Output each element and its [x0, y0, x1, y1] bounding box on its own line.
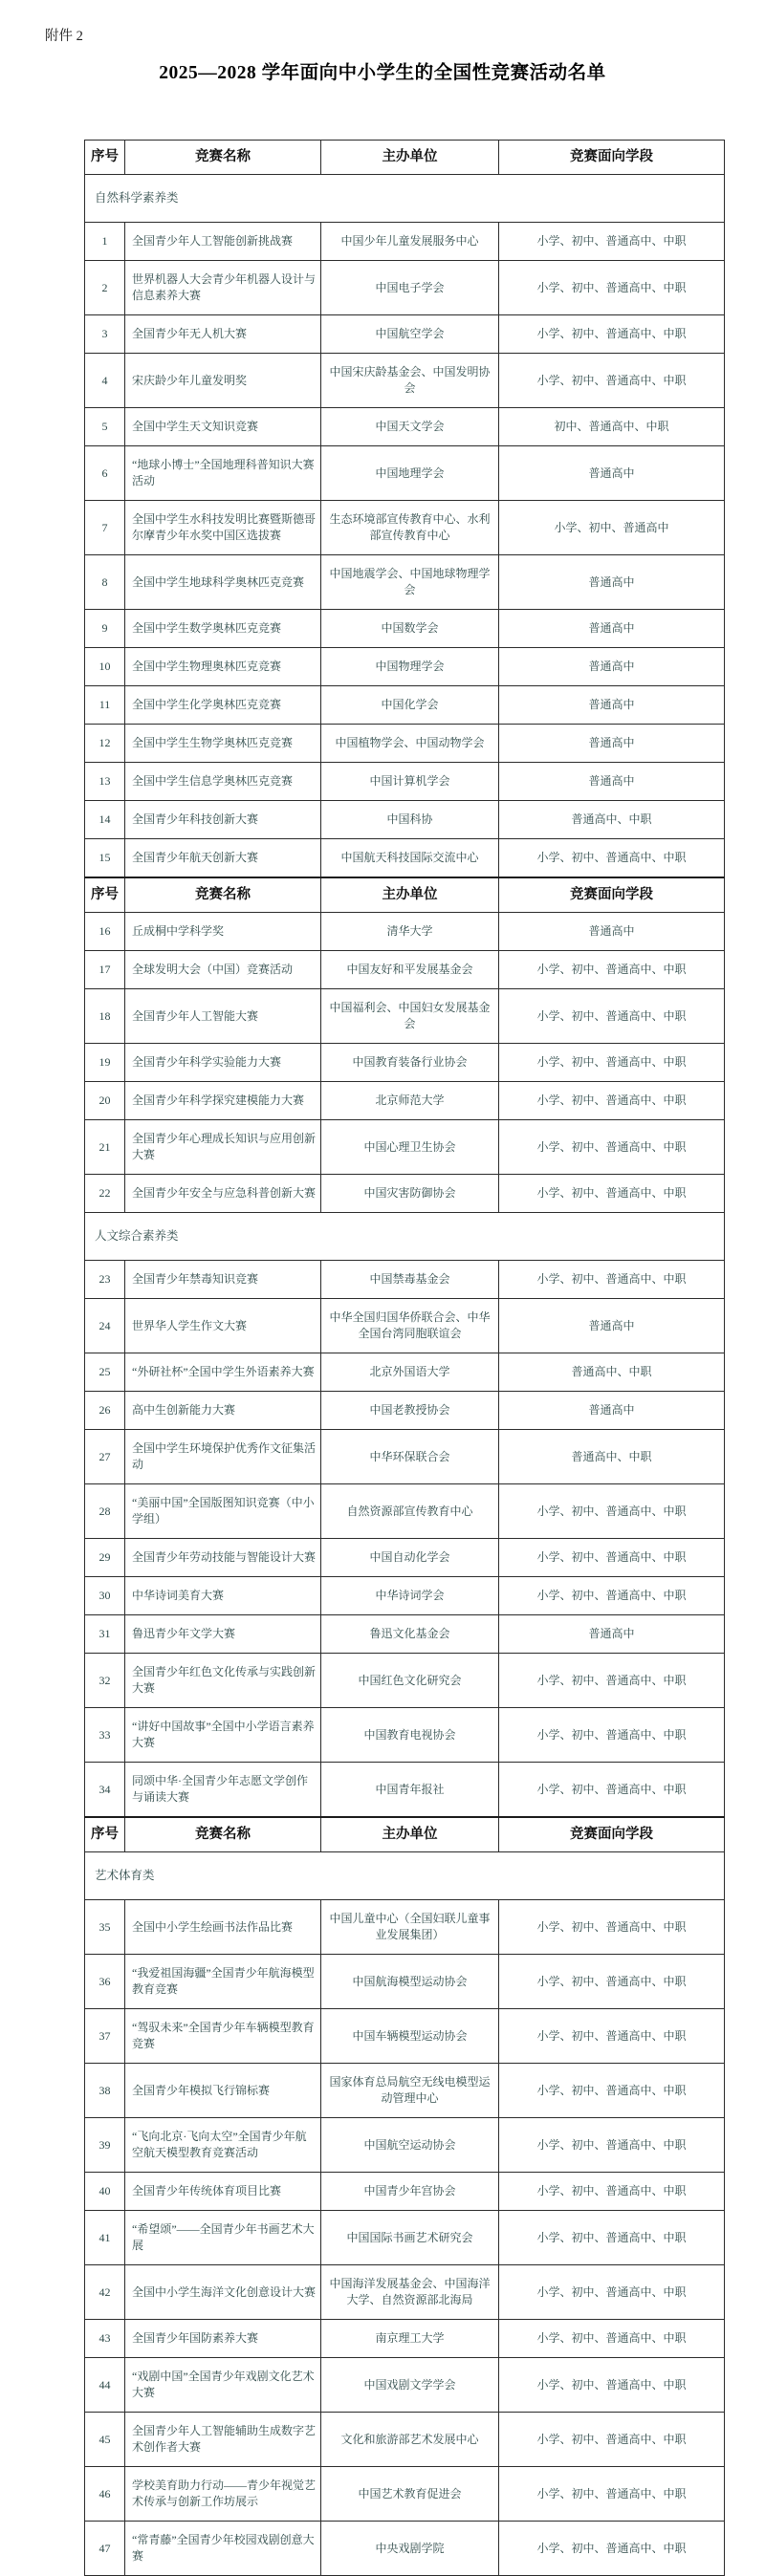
- table-row: [85, 1353, 725, 1392]
- column-header-2: 主办单位: [321, 877, 499, 913]
- competition-name-cell: “我爱祖国海疆”全国青少年航海模型教育竞赛: [125, 1955, 321, 2009]
- competition-name-cell: 全国中小学生绘画书法作品比赛: [125, 1900, 321, 1955]
- stage-cell: 初中、普通高中、中职: [499, 408, 725, 446]
- column-header-3: 竞赛面向学段: [499, 877, 725, 913]
- organizer-cell: 中国计算机学会: [321, 763, 499, 801]
- table-row: [85, 989, 725, 1044]
- stage-cell: 普通高中: [499, 1392, 725, 1430]
- row-number-cell: 41: [85, 2211, 125, 2265]
- stage-cell: 普通高中: [499, 446, 725, 501]
- section-label: 人文综合素养类: [85, 1213, 725, 1261]
- column-header-3: 竞赛面向学段: [499, 1817, 725, 1852]
- organizer-cell: 北京师范大学: [321, 1082, 499, 1120]
- organizer-cell: 中国少年儿童发展服务中心: [321, 223, 499, 261]
- stage-cell: 小学、初中、普通高中、中职: [499, 2265, 725, 2320]
- column-header-1: 竞赛名称: [125, 877, 321, 913]
- organizer-cell: 中国禁毒基金会: [321, 1261, 499, 1299]
- header-row: [85, 1817, 725, 1852]
- header-row: [85, 877, 725, 913]
- competition-name-cell: 全球发明大会（中国）竞赛活动: [125, 951, 321, 989]
- row-number-cell: 16: [85, 913, 125, 951]
- section-row: [85, 1213, 725, 1261]
- table-row: [85, 2265, 725, 2320]
- competition-name-cell: “外研社杯”全国中学生外语素养大赛: [125, 1353, 321, 1392]
- organizer-cell: 中国宋庆龄基金会、中国发明协会: [321, 354, 499, 408]
- organizer-cell: 中华环保联合会: [321, 1430, 499, 1484]
- table-row: [85, 2064, 725, 2118]
- row-number-cell: 27: [85, 1430, 125, 1484]
- competition-name-cell: 全国青少年人工智能创新挑战赛: [125, 223, 321, 261]
- table-row: [85, 446, 725, 501]
- column-header-0: 序号: [85, 1817, 125, 1852]
- organizer-cell: 中国福利会、中国妇女发展基金会: [321, 989, 499, 1044]
- organizer-cell: 清华大学: [321, 913, 499, 951]
- row-number-cell: 44: [85, 2358, 125, 2413]
- organizer-cell: 国家体育总局航空无线电模型运动管理中心: [321, 2064, 499, 2118]
- stage-cell: 小学、初中、普通高中、中职: [499, 2118, 725, 2173]
- table-row: [85, 1708, 725, 1763]
- row-number-cell: 20: [85, 1082, 125, 1120]
- column-header-2: 主办单位: [321, 1817, 499, 1852]
- row-number-cell: 11: [85, 686, 125, 725]
- stage-cell: 小学、初中、普通高中、中职: [499, 951, 725, 989]
- column-header-1: 竞赛名称: [125, 141, 321, 175]
- row-number-cell: 29: [85, 1539, 125, 1577]
- competition-name-cell: 全国中学生生物学奥林匹克竞赛: [125, 725, 321, 763]
- stage-cell: 普通高中: [499, 555, 725, 610]
- competition-name-cell: 全国青少年人工智能大赛: [125, 989, 321, 1044]
- competition-name-cell: 学校美育助力行动——青少年视觉艺术传承与创新工作坊展示: [125, 2467, 321, 2522]
- row-number-cell: 22: [85, 1175, 125, 1213]
- competition-name-cell: 全国青少年国防素养大赛: [125, 2320, 321, 2358]
- table-row: [85, 1261, 725, 1299]
- table-row: [85, 686, 725, 725]
- table-row: [85, 913, 725, 951]
- table-row: [85, 1615, 725, 1654]
- competition-name-cell: 全国中学生化学奥林匹克竞赛: [125, 686, 321, 725]
- row-number-cell: 6: [85, 446, 125, 501]
- table-row: [85, 223, 725, 261]
- section-row: [85, 1852, 725, 1900]
- page-title: 2025—2028 学年面向中小学生的全国性竞赛活动名单: [159, 63, 606, 83]
- organizer-cell: 中国航天科技国际交流中心: [321, 839, 499, 878]
- row-number-cell: 30: [85, 1577, 125, 1615]
- table-row: [85, 1392, 725, 1430]
- table-row: [85, 2358, 725, 2413]
- organizer-cell: 中国红色文化研究会: [321, 1654, 499, 1708]
- row-number-cell: 13: [85, 763, 125, 801]
- stage-cell: 小学、初中、普通高中、中职: [499, 1484, 725, 1539]
- competition-name-cell: 全国青少年航天创新大赛: [125, 839, 321, 878]
- competition-name-cell: “讲好中国故事”全国中小学语言素养大赛: [125, 1708, 321, 1763]
- stage-cell: 小学、初中、普通高中、中职: [499, 2467, 725, 2522]
- competition-name-cell: 全国青少年禁毒知识竞赛: [125, 1261, 321, 1299]
- stage-cell: 小学、初中、普通高中、中职: [499, 2173, 725, 2211]
- table-row: [85, 2413, 725, 2467]
- competition-name-cell: 全国青少年劳动技能与智能设计大赛: [125, 1539, 321, 1577]
- organizer-cell: 鲁迅文化基金会: [321, 1615, 499, 1654]
- stage-cell: 小学、初中、普通高中、中职: [499, 2009, 725, 2064]
- competition-name-cell: 全国青少年科学实验能力大赛: [125, 1044, 321, 1082]
- competition-name-cell: “地球小博士”全国地理科普知识大赛活动: [125, 446, 321, 501]
- organizer-cell: 中国地理学会: [321, 446, 499, 501]
- organizer-cell: 中国国际书画艺术研究会: [321, 2211, 499, 2265]
- column-header-0: 序号: [85, 877, 125, 913]
- table-row: [85, 725, 725, 763]
- stage-cell: 小学、初中、普通高中、中职: [499, 1539, 725, 1577]
- table-row: [85, 555, 725, 610]
- row-number-cell: 33: [85, 1708, 125, 1763]
- organizer-cell: 中国青年报社: [321, 1763, 499, 1818]
- table-row: [85, 648, 725, 686]
- organizer-cell: 中国航海模型运动协会: [321, 1955, 499, 2009]
- competition-name-cell: “戏剧中国”全国青少年戏剧文化艺术大赛: [125, 2358, 321, 2413]
- organizer-cell: 中国青少年宫协会: [321, 2173, 499, 2211]
- stage-cell: 小学、初中、普通高中、中职: [499, 2358, 725, 2413]
- header-row: [85, 141, 725, 175]
- organizer-cell: 自然资源部宣传教育中心: [321, 1484, 499, 1539]
- competition-name-cell: 同颂中华·全国青少年志愿文学创作与诵读大赛: [125, 1763, 321, 1818]
- competition-name-cell: 全国中学生数学奥林匹克竞赛: [125, 610, 321, 648]
- competition-name-cell: “美丽中国”全国版图知识竞赛（中小学组）: [125, 1484, 321, 1539]
- table-row: [85, 1120, 725, 1175]
- competition-name-cell: 全国青少年模拟飞行锦标赛: [125, 2064, 321, 2118]
- stage-cell: 小学、初中、普通高中、中职: [499, 1044, 725, 1082]
- row-number-cell: 15: [85, 839, 125, 878]
- organizer-cell: 中国心理卫生协会: [321, 1120, 499, 1175]
- stage-cell: 小学、初中、普通高中、中职: [499, 1708, 725, 1763]
- stage-cell: 普通高中: [499, 725, 725, 763]
- stage-cell: 普通高中: [499, 1615, 725, 1654]
- organizer-cell: 中国天文学会: [321, 408, 499, 446]
- stage-cell: 小学、初中、普通高中、中职: [499, 1082, 725, 1120]
- stage-cell: 普通高中: [499, 648, 725, 686]
- row-number-cell: 39: [85, 2118, 125, 2173]
- row-number-cell: 42: [85, 2265, 125, 2320]
- table-row: [85, 2173, 725, 2211]
- organizer-cell: 南京理工大学: [321, 2320, 499, 2358]
- row-number-cell: 23: [85, 1261, 125, 1299]
- row-number-cell: 2: [85, 261, 125, 315]
- table-row: [85, 315, 725, 354]
- stage-cell: 小学、初中、普通高中、中职: [499, 1955, 725, 2009]
- stage-cell: 小学、初中、普通高中、中职: [499, 261, 725, 315]
- row-number-cell: 4: [85, 354, 125, 408]
- row-number-cell: 32: [85, 1654, 125, 1708]
- organizer-cell: 中国化学会: [321, 686, 499, 725]
- row-number-cell: 43: [85, 2320, 125, 2358]
- table-row: [85, 951, 725, 989]
- organizer-cell: 中国儿童中心（全国妇联儿童事业发展集团）: [321, 1900, 499, 1955]
- competition-name-cell: 全国青少年人工智能辅助生成数字艺术创作者大赛: [125, 2413, 321, 2467]
- competition-name-cell: 丘成桐中学科学奖: [125, 913, 321, 951]
- stage-cell: 普通高中、中职: [499, 1353, 725, 1392]
- stage-cell: 小学、初中、普通高中、中职: [499, 2064, 725, 2118]
- table-row: [85, 2009, 725, 2064]
- competition-name-cell: 世界机器人大会青少年机器人设计与信息素养大赛: [125, 261, 321, 315]
- section-label: 艺术体育类: [85, 1852, 725, 1900]
- competition-name-cell: “常青藤”全国青少年校园戏剧创意大赛: [125, 2522, 321, 2576]
- row-number-cell: 21: [85, 1120, 125, 1175]
- organizer-cell: 中国自动化学会: [321, 1539, 499, 1577]
- table-row: [85, 1299, 725, 1353]
- stage-cell: 普通高中、中职: [499, 801, 725, 839]
- stage-cell: 小学、初中、普通高中、中职: [499, 1763, 725, 1818]
- row-number-cell: 35: [85, 1900, 125, 1955]
- table-row: [85, 801, 725, 839]
- row-number-cell: 9: [85, 610, 125, 648]
- stage-cell: 小学、初中、普通高中、中职: [499, 1577, 725, 1615]
- competition-name-cell: 全国青少年科学探究建模能力大赛: [125, 1082, 321, 1120]
- section-row: [85, 175, 725, 223]
- organizer-cell: 中国科协: [321, 801, 499, 839]
- row-number-cell: 31: [85, 1615, 125, 1654]
- table-row: [85, 1539, 725, 1577]
- table-row: [85, 2320, 725, 2358]
- organizer-cell: 中国航空运动协会: [321, 2118, 499, 2173]
- competition-name-cell: 全国中学生信息学奥林匹克竞赛: [125, 763, 321, 801]
- stage-cell: 小学、初中、普通高中、中职: [499, 2320, 725, 2358]
- row-number-cell: 7: [85, 501, 125, 555]
- row-number-cell: 5: [85, 408, 125, 446]
- organizer-cell: 中国车辆模型运动协会: [321, 2009, 499, 2064]
- organizer-cell: 中华诗词学会: [321, 1577, 499, 1615]
- table-row: [85, 610, 725, 648]
- competition-name-cell: 中华诗词美育大赛: [125, 1577, 321, 1615]
- competition-name-cell: 世界华人学生作文大赛: [125, 1299, 321, 1353]
- stage-cell: 小学、初中、普通高中、中职: [499, 1120, 725, 1175]
- row-number-cell: 19: [85, 1044, 125, 1082]
- table-row: [85, 1654, 725, 1708]
- row-number-cell: 3: [85, 315, 125, 354]
- row-number-cell: 47: [85, 2522, 125, 2576]
- competition-name-cell: “希望颂”——全国青少年书画艺术大展: [125, 2211, 321, 2265]
- row-number-cell: 1: [85, 223, 125, 261]
- organizer-cell: 中国教育装备行业协会: [321, 1044, 499, 1082]
- table-row: [85, 261, 725, 315]
- stage-cell: 小学、初中、普通高中: [499, 501, 725, 555]
- stage-cell: 普通高中: [499, 686, 725, 725]
- organizer-cell: 中国艺术教育促进会: [321, 2467, 499, 2522]
- table-row: [85, 408, 725, 446]
- stage-cell: 普通高中: [499, 763, 725, 801]
- stage-cell: 小学、初中、普通高中、中职: [499, 315, 725, 354]
- stage-cell: 小学、初中、普通高中、中职: [499, 354, 725, 408]
- organizer-cell: 中国航空学会: [321, 315, 499, 354]
- row-number-cell: 24: [85, 1299, 125, 1353]
- row-number-cell: 34: [85, 1763, 125, 1818]
- row-number-cell: 46: [85, 2467, 125, 2522]
- table-row: [85, 1175, 725, 1213]
- competition-name-cell: 全国中小学生海洋文化创意设计大赛: [125, 2265, 321, 2320]
- competition-name-cell: 全国青少年传统体育项目比赛: [125, 2173, 321, 2211]
- competition-name-cell: 全国中学生物理奥林匹克竞赛: [125, 648, 321, 686]
- organizer-cell: 中国物理学会: [321, 648, 499, 686]
- stage-cell: 小学、初中、普通高中、中职: [499, 1175, 725, 1213]
- organizer-cell: 中国地震学会、中国地球物理学会: [321, 555, 499, 610]
- table-row: [85, 763, 725, 801]
- organizer-cell: 中国灾害防御协会: [321, 1175, 499, 1213]
- row-number-cell: 10: [85, 648, 125, 686]
- row-number-cell: 12: [85, 725, 125, 763]
- organizer-cell: 中国戏剧文学学会: [321, 2358, 499, 2413]
- competition-name-cell: 宋庆龄少年儿童发明奖: [125, 354, 321, 408]
- row-number-cell: 14: [85, 801, 125, 839]
- row-number-cell: 8: [85, 555, 125, 610]
- competition-name-cell: 全国中学生水科技发明比赛暨斯德哥尔摩青少年水奖中国区选拔赛: [125, 501, 321, 555]
- organizer-cell: 中国友好和平发展基金会: [321, 951, 499, 989]
- stage-cell: 小学、初中、普通高中、中职: [499, 1654, 725, 1708]
- row-number-cell: 28: [85, 1484, 125, 1539]
- stage-cell: 小学、初中、普通高中、中职: [499, 1900, 725, 1955]
- row-number-cell: 40: [85, 2173, 125, 2211]
- table-row: [85, 839, 725, 878]
- stage-cell: 小学、初中、普通高中、中职: [499, 2211, 725, 2265]
- organizer-cell: 中华全国归国华侨联合会、中华全国台湾同胞联谊会: [321, 1299, 499, 1353]
- stage-cell: 普通高中: [499, 913, 725, 951]
- competition-table-body: [85, 141, 725, 2576]
- column-header-2: 主办单位: [321, 141, 499, 175]
- organizer-cell: 中国电子学会: [321, 261, 499, 315]
- table-row: [85, 1484, 725, 1539]
- row-number-cell: 37: [85, 2009, 125, 2064]
- stage-cell: 小学、初中、普通高中、中职: [499, 223, 725, 261]
- table-row: [85, 2211, 725, 2265]
- stage-cell: 普通高中: [499, 610, 725, 648]
- row-number-cell: 25: [85, 1353, 125, 1392]
- column-header-3: 竞赛面向学段: [499, 141, 725, 175]
- competition-name-cell: 全国中学生地球科学奥林匹克竞赛: [125, 555, 321, 610]
- table-row: [85, 1577, 725, 1615]
- organizer-cell: 中国老教授协会: [321, 1392, 499, 1430]
- organizer-cell: 文化和旅游部艺术发展中心: [321, 2413, 499, 2467]
- column-header-1: 竞赛名称: [125, 1817, 321, 1852]
- column-header-0: 序号: [85, 141, 125, 175]
- table-row: [85, 1082, 725, 1120]
- competition-name-cell: 全国中学生环境保护优秀作文征集活动: [125, 1430, 321, 1484]
- table-row: [85, 354, 725, 408]
- row-number-cell: 26: [85, 1392, 125, 1430]
- table-row: [85, 1900, 725, 1955]
- organizer-cell: 中国教育电视协会: [321, 1708, 499, 1763]
- organizer-cell: 北京外国语大学: [321, 1353, 499, 1392]
- competition-name-cell: 全国青少年科技创新大赛: [125, 801, 321, 839]
- organizer-cell: 中国植物学会、中国动物学会: [321, 725, 499, 763]
- stage-cell: 普通高中: [499, 1299, 725, 1353]
- competition-name-cell: 全国青少年无人机大赛: [125, 315, 321, 354]
- table-row: [85, 1763, 725, 1818]
- table-row: [85, 2118, 725, 2173]
- row-number-cell: 36: [85, 1955, 125, 2009]
- competition-name-cell: “飞向北京·飞向太空”全国青少年航空航天模型教育竞赛活动: [125, 2118, 321, 2173]
- competition-name-cell: 全国青少年安全与应急科普创新大赛: [125, 1175, 321, 1213]
- competition-name-cell: 全国中学生天文知识竞赛: [125, 408, 321, 446]
- competition-name-cell: 鲁迅青少年文学大赛: [125, 1615, 321, 1654]
- row-number-cell: 45: [85, 2413, 125, 2467]
- table-row: [85, 1430, 725, 1484]
- organizer-cell: 中国海洋发展基金会、中国海洋大学、自然资源部北海局: [321, 2265, 499, 2320]
- competition-table: [84, 140, 725, 2576]
- stage-cell: 小学、初中、普通高中、中职: [499, 989, 725, 1044]
- competition-name-cell: 高中生创新能力大赛: [125, 1392, 321, 1430]
- stage-cell: 小学、初中、普通高中、中职: [499, 2413, 725, 2467]
- section-label: 自然科学素养类: [85, 175, 725, 223]
- table-row: [85, 2467, 725, 2522]
- table-row: [85, 2522, 725, 2576]
- table-row: [85, 1955, 725, 2009]
- competition-name-cell: 全国青少年心理成长知识与应用创新大赛: [125, 1120, 321, 1175]
- competition-name-cell: “驾驭未来”全国青少年车辆模型教育竞赛: [125, 2009, 321, 2064]
- table-row: [85, 1044, 725, 1082]
- row-number-cell: 38: [85, 2064, 125, 2118]
- stage-cell: 小学、初中、普通高中、中职: [499, 2522, 725, 2576]
- table-row: [85, 501, 725, 555]
- stage-cell: 普通高中、中职: [499, 1430, 725, 1484]
- competition-name-cell: 全国青少年红色文化传承与实践创新大赛: [125, 1654, 321, 1708]
- organizer-cell: 中央戏剧学院: [321, 2522, 499, 2576]
- attachment-label: 附件 2: [45, 29, 83, 44]
- row-number-cell: 18: [85, 989, 125, 1044]
- row-number-cell: 17: [85, 951, 125, 989]
- stage-cell: 小学、初中、普通高中、中职: [499, 839, 725, 878]
- organizer-cell: 中国数学会: [321, 610, 499, 648]
- organizer-cell: 生态环境部宣传教育中心、水利部宣传教育中心: [321, 501, 499, 555]
- stage-cell: 小学、初中、普通高中、中职: [499, 1261, 725, 1299]
